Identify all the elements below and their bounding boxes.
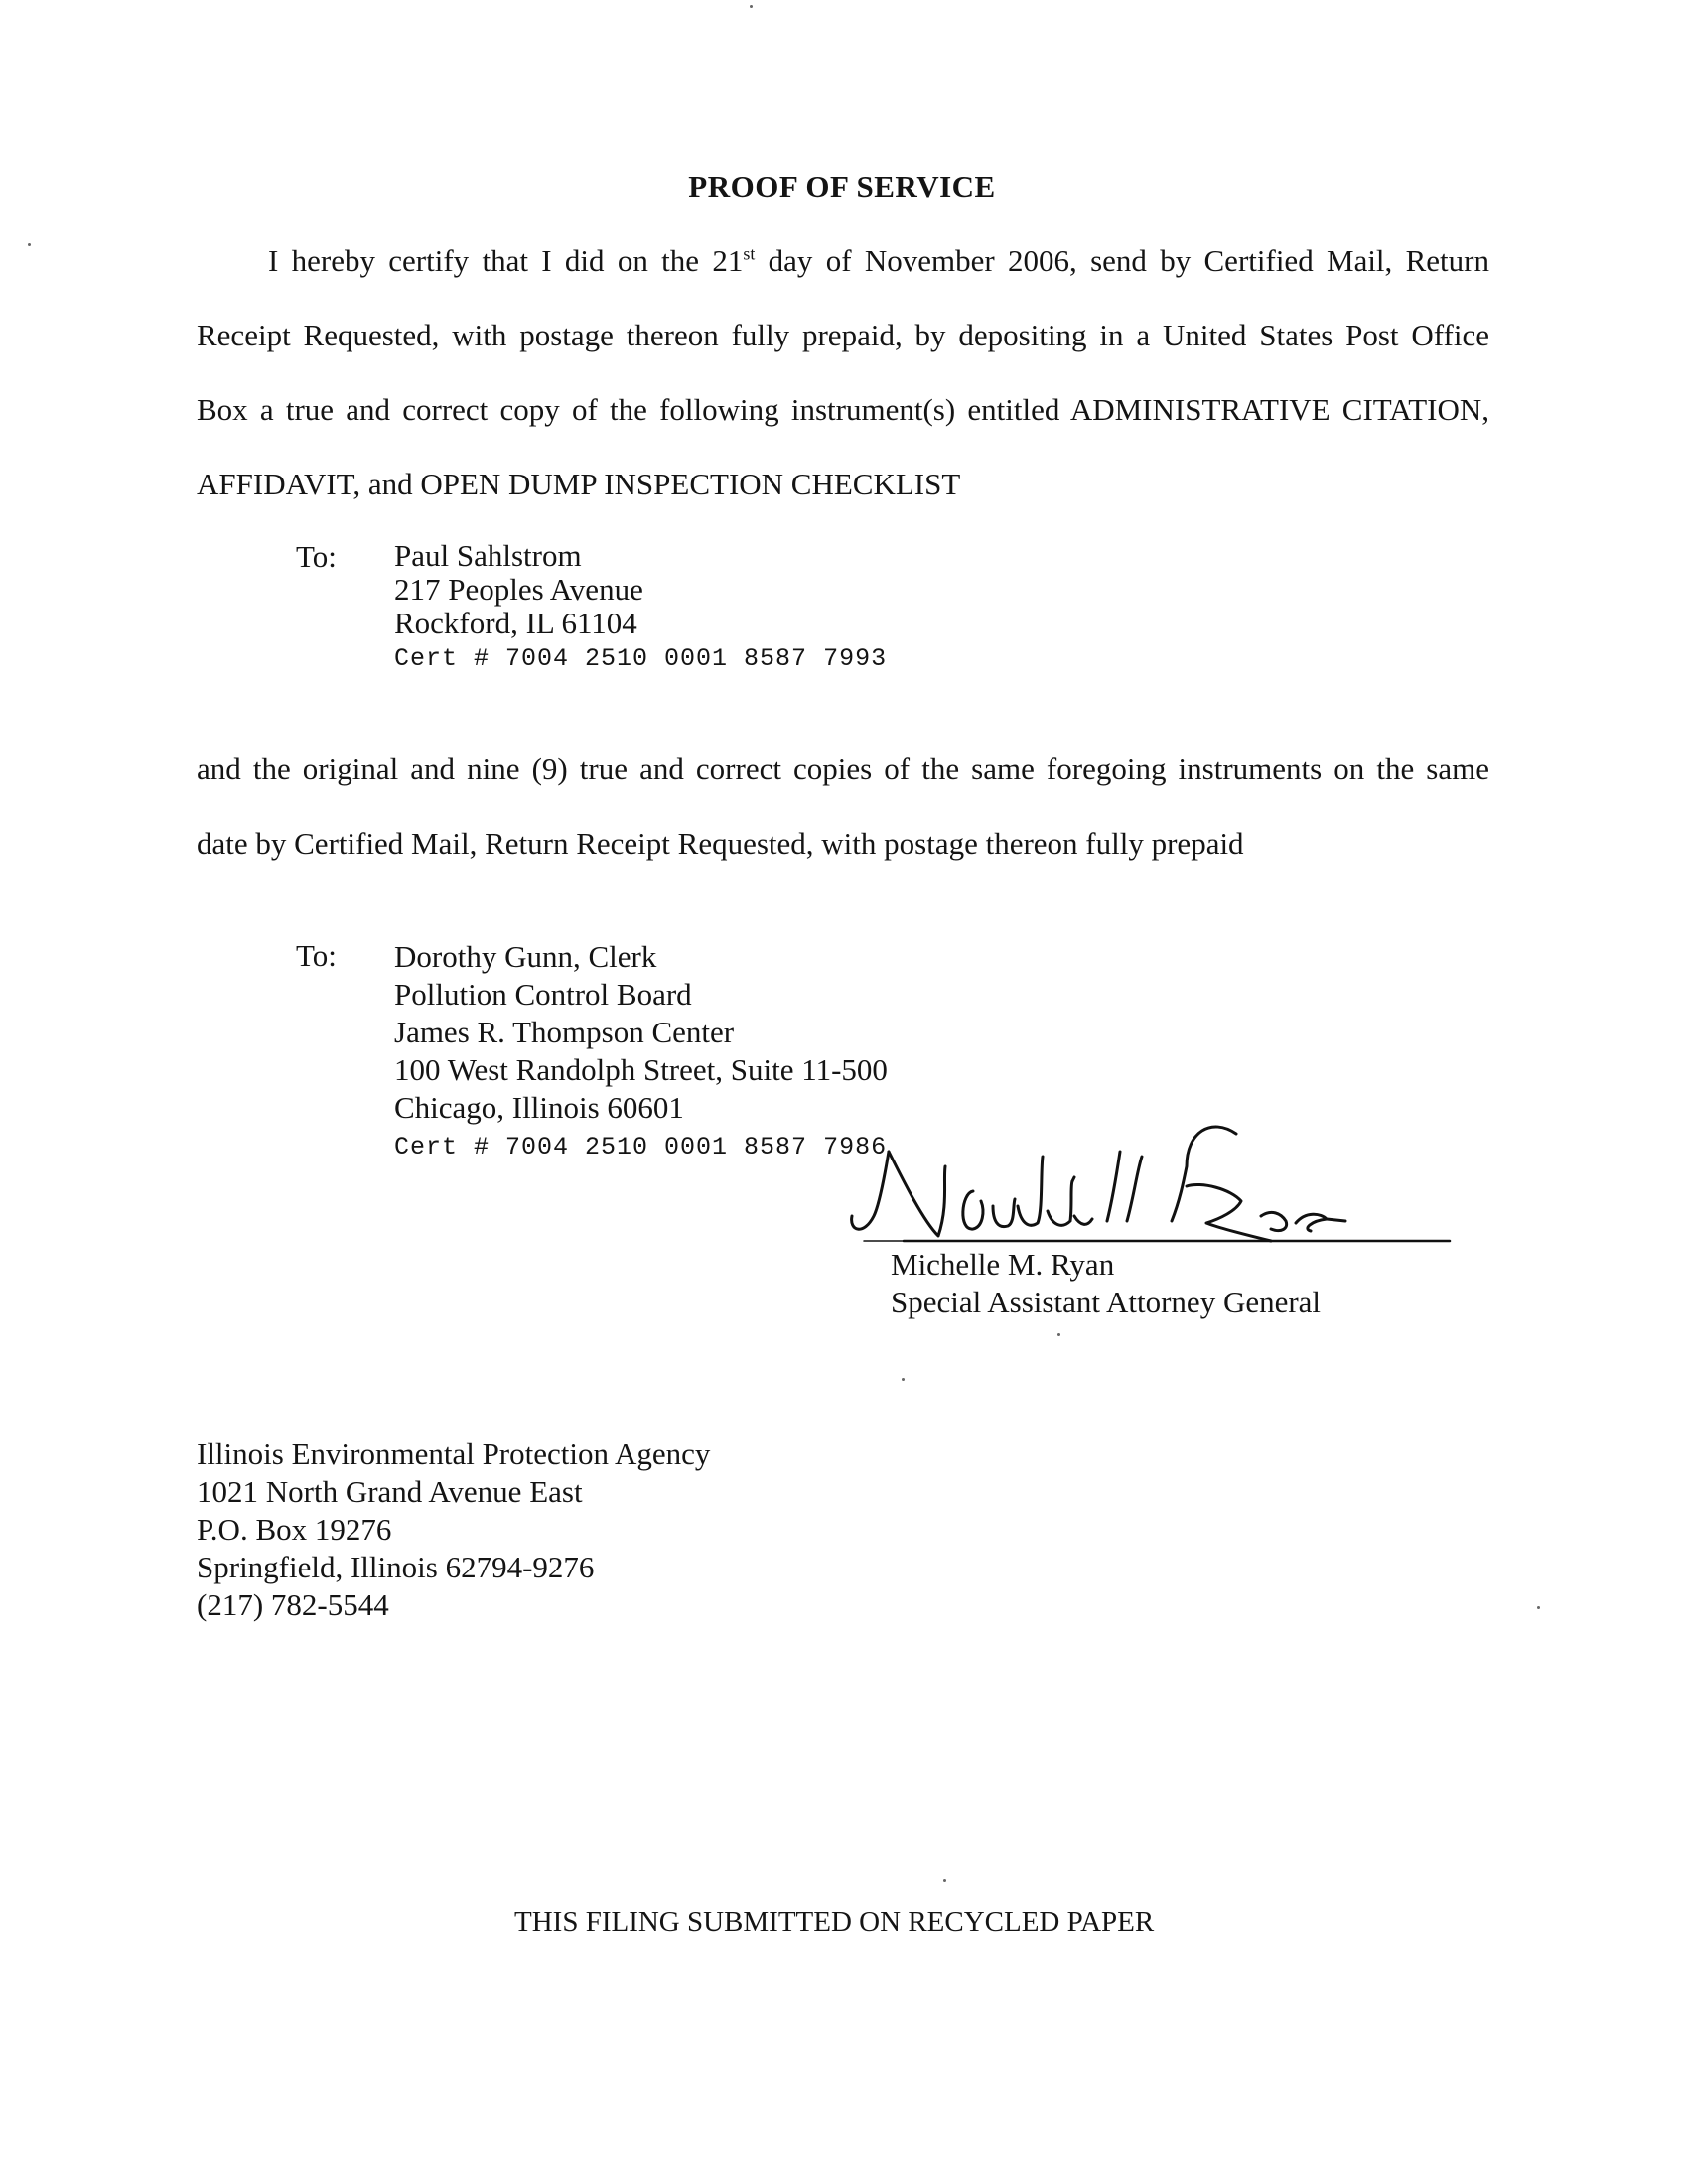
certify-line-1-end: day of November 2006, send by Certified Mail, Return <box>755 243 1489 278</box>
certify-line-1-start: I hereby certify that I did on the 21 <box>268 243 744 278</box>
originals-line-2: date by Certified Mail, Return Receipt Requested, with postage thereon fully prepaid <box>197 826 1244 861</box>
recipient2-address <box>394 938 888 1166</box>
footer-recycled-note: THIS FILING SUBMITTED ON RECYCLED PAPER <box>514 1906 1155 1938</box>
recipient2-org: Pollution Control Board <box>394 977 692 1012</box>
certify-line-3: Box a true and correct copy of the following instrument(s) entitled ADMINISTRATIVE CITATION, <box>197 392 1489 427</box>
signer-name: Michelle M. Ryan <box>891 1247 1115 1282</box>
ordinal-suffix: st <box>743 243 756 264</box>
recipient1-city: Rockford, IL 61104 <box>394 606 637 640</box>
originals-line-1: and the original and nine (9) true and correct copies of the same foregoing instruments on the same <box>197 751 1489 786</box>
scan-speck <box>943 1879 946 1882</box>
recipient2-to-label: To: <box>296 938 337 973</box>
agency-phone: (217) 782-5544 <box>197 1587 389 1622</box>
agency-street: 1021 North Grand Avenue East <box>197 1474 583 1509</box>
scan-speck <box>750 5 753 8</box>
agency-box: P.O. Box 19276 <box>197 1512 392 1547</box>
scan-speck <box>1057 1333 1060 1336</box>
certify-line-1 <box>268 243 1489 279</box>
agency-city: Springfield, Illinois 62794-9276 <box>197 1550 595 1584</box>
certify-line-4: AFFIDAVIT, and OPEN DUMP INSPECTION CHECKLIST <box>197 467 961 501</box>
recipient1-to-label: To: <box>296 539 337 574</box>
agency-block <box>197 1435 710 1624</box>
scan-speck <box>902 1378 905 1381</box>
page-title: PROOF OF SERVICE <box>688 169 996 204</box>
recipient2-street: 100 West Randolph Street, Suite 11-500 <box>394 1052 888 1087</box>
certify-line-2: Receipt Requested, with postage thereon fully prepaid, by depositing in a United States Post Office <box>197 318 1489 352</box>
recipient2-name: Dorothy Gunn, Clerk <box>394 939 657 974</box>
signer-title: Special Assistant Attorney General <box>891 1285 1322 1319</box>
recipient1-cert: Cert # 7004 2510 0001 8587 7993 <box>394 644 888 673</box>
recipient1-address <box>394 539 887 676</box>
recipient2-cert: Cert # 7004 2510 0001 8587 7986 <box>394 1133 888 1161</box>
scan-speck <box>1537 1606 1540 1609</box>
recipient1-street: 217 Peoples Avenue <box>394 572 643 607</box>
agency-name: Illinois Environmental Protection Agency <box>197 1436 711 1471</box>
recipient2-building: James R. Thompson Center <box>394 1015 735 1049</box>
recipient2-city: Chicago, Illinois 60601 <box>394 1090 684 1125</box>
signer-block <box>891 1246 1321 1321</box>
scan-speck <box>28 243 31 246</box>
recipient1-name: Paul Sahlstrom <box>394 538 582 573</box>
